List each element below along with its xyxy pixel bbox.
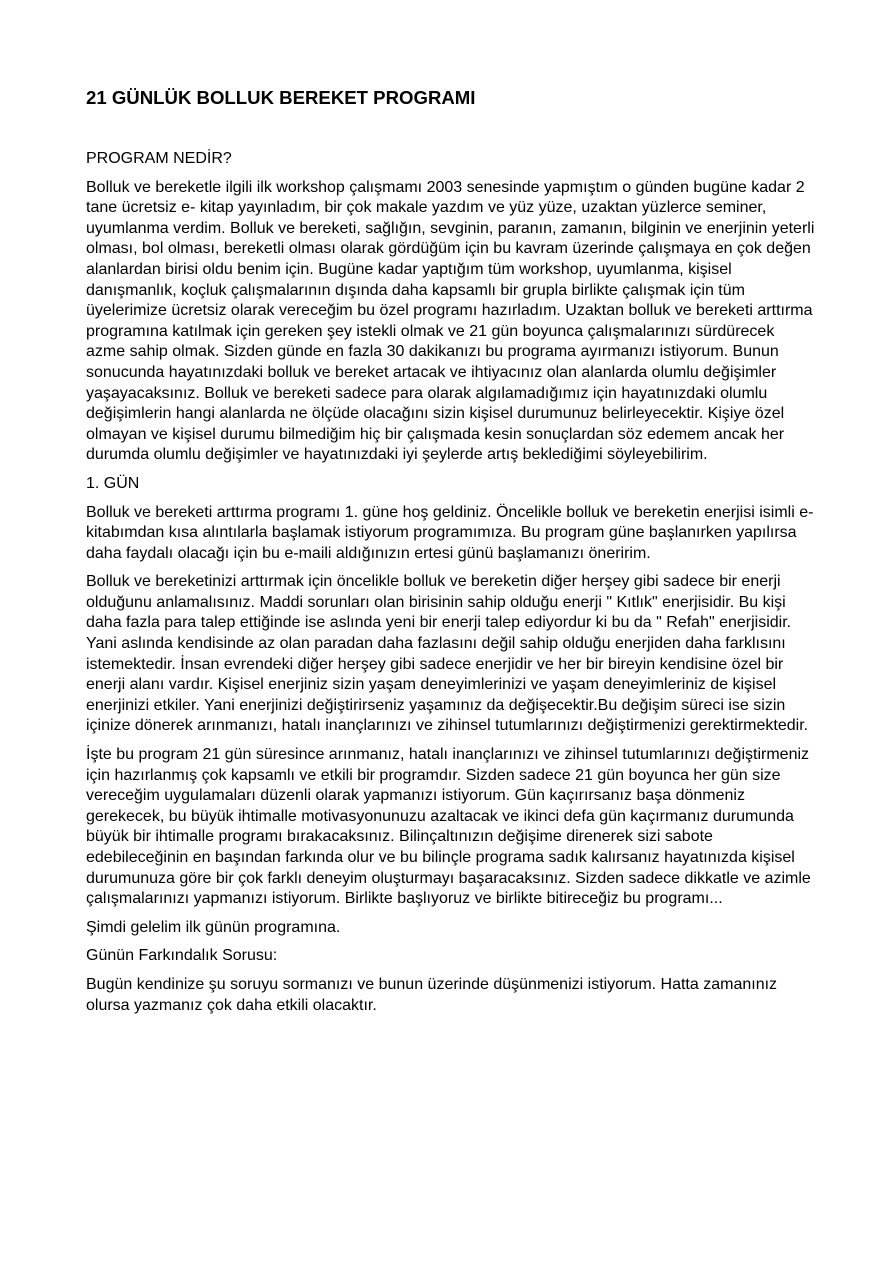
- paragraph-awareness-question: Bugün kendinize şu soruyu sormanızı ve bunun üzerinde düşünmenizi istiyorum. Hatta zamanınız olursa yazmanız çok daha etkili olacaktır.: [86, 975, 778, 1014]
- paragraph-energy: Bolluk ve bereketinizi arttırmak için öncelikle bolluk ve bereketin diğer herşey gibi sadece bir enerji olduğunu anlamalısınız. Maddi sorunları olan birisinin sahip olduğu enerji " Kıtlık" enerjisidir. Bu kişi daha fazla para talep ettiğinde ise aslında yeni bir enerji talep ediyordur ki bu da " Refah" enerjisidir. Yani aslında kendisinde az olan paradan daha fazlasını değil sahip olduğu enerjiden daha farklısını istemektedir. İnsan evrendeki diğer herşey gibi sadece enerjidir ve her bir bireyin kendisine özel bir enerji alanı vardır. Kişisel enerjiniz sizin yaşam deneyimlerinizi ve yaşam deneyimleriniz de kişisel enerjinizi etkiler. Yani enerjinizi değiştirirseniz yaşamınız da değişecektir.Bu değişim süreci ise sizin içinize dönerek arınmanızı, hatalı inançlarınızı ve zihinsel tutumlarınızı değiştirmenizi gerektirmektedir.: [86, 573, 809, 735]
- paragraph-first-day-intro: Şimdi gelelim ilk günün programına.: [86, 918, 341, 936]
- paragraph-intro: Bolluk ve bereketle ilgili ilk workshop çalışmamı 2003 senesinde yapmıştım o günden bugüne kadar 2 tane ücretsiz e- kitap yayınladım, bir çok makale yazdım ve yüz yüze, uzaktan yüzlerce seminer, uyumlanma verdim. Bolluk ve bereketi, sağlığın, sevginin, paranın, zamanın, bilginin ve enerjinin yeterli olması, bol olması, bereketli olması olarak gördüğüm için bu kavram üzerinde çalışmaya en çok değen alanlardan birisi oldu benim için. Bugüne kadar yaptığım tüm workshop, uyumlanma, kişisel danışmanlık, koçluk çalışmalarının dışında daha kapsamlı bir grupla birlikte çalışmak için tüm üyelerimize ücretsiz olarak vereceğim bu özel programı hazırladım. Uzaktan bolluk ve bereketi arttırma programına katılmak için gereken şey istekli olmak ve 21 gün boyunca çalışmalarınızı sürdürecek azme sahip olmak. Sizden günde en fazla 30 dakikanızı bu programa ayırmanızı istiyorum. Bunun sonucunda hayatınızdaki bolluk ve bereket artacak ve ihtiyacınız olan alanlarda olumlu değişimler yaşayacaksınız. Bolluk ve bereketi sadece para olarak algılamadığımız için hayatınızdaki olumlu değişimlerin hangi alanlarda ne ölçüde olacağını sizin kişisel durumunuz belirleyecektir. Kişiye özel olmayan ve kişisel durumu bilmediğim hiç bir çalışmada kesin sonuçlardan söz edemem ancak her durumda olumlu değişimler ve hayatınızdaki iyi şeylerde artış beklediğimi söyleyebilirim.: [86, 178, 815, 464]
- paragraph-awareness-question-label: Günün Farkındalık Sorusu:: [86, 947, 278, 965]
- section-heading-day-1: 1. GÜN: [86, 474, 140, 492]
- document-title: 21 GÜNLÜK BOLLUK BEREKET PROGRAMI: [86, 87, 476, 108]
- section-heading-program-nedir: PROGRAM NEDİR?: [86, 150, 232, 167]
- paragraph-day1-welcome: Bolluk ve bereketi arttırma programı 1. güne hoş geldiniz. Öncelikle bolluk ve bereketin enerjisi isimli e-kitabımdan kısa alıntılarla başlamak istiyorum programımıza. Bu program güne başlanırken yapılırsa daha faydalı olacağı için bu e-maili aldığınızın ertesi günü başlamanızı öneririm.: [86, 503, 814, 562]
- paragraph-program-commitment: İşte bu program 21 gün süresince arınmanız, hatalı inançlarınızı ve zihinsel tutumlarınızı değiştirmeniz için hazırlanmış çok kapsamlı ve etkili bir programdır. Sizden sadece 21 gün boyunca her gün size vereceğim uygulamaları düzenli olarak yapmanızı istiyorum. Gün kaçırırsanız başa dönmeniz gerekecek, bu büyük ihtimalle motivasyonunuzu azaltacak ve ikinci defa gün kaçırmanız durumunda büyük bir ihtimalle programı bırakacaksınız. Bilinçaltınızın değişime direnerek sizi sabote edebileceğinin en başından farkında olur ve bu bilinçle programa sadık kalırsanız hayatınızda kişisel durumunuza göre bir çok farklı deneyim oluşturmayı başaracaksınız. Sizden sadece dikkatle ve azimle çalışmalarınızı yapmanızı istiyorum. Birlikte başlıyoruz ve birlikte bitireceğiz bu programı...: [86, 746, 811, 908]
- document-page: [86, 86, 816, 1024]
